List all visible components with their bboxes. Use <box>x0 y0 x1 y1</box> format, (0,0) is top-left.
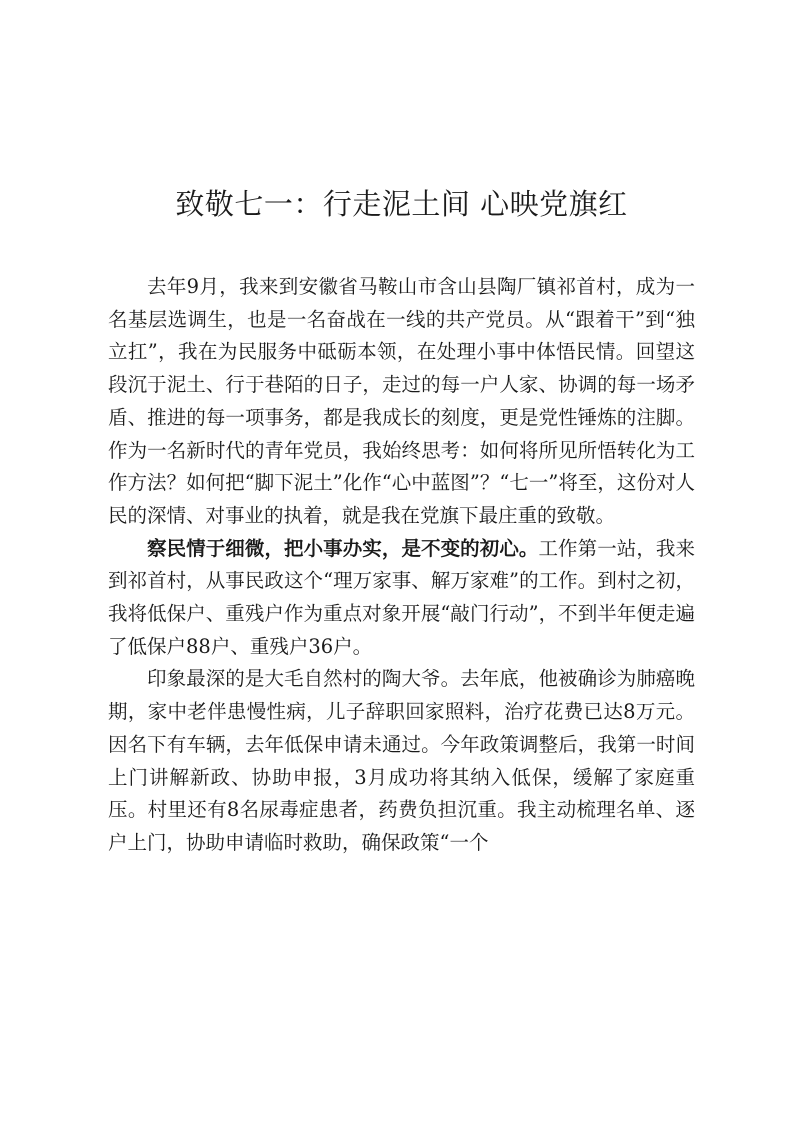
document-body <box>108 271 695 860</box>
paragraph-2 <box>108 533 695 664</box>
paragraph-2-text: 工作第一站，我来到祁首村，从事民政这个“理万家事、解万家难”的工作。到村之初，我将低保户、重残户作为重点对象开展“敲门行动”，不到半年便走遍了低保户88户、重残户36户。 <box>108 536 695 658</box>
paragraph-1 <box>108 271 695 533</box>
paragraph-2-lead: 察民情于细微，把小事办实，是不变的初心。 <box>147 536 539 560</box>
paragraph-3 <box>108 663 695 859</box>
paragraph-3-text: 印象最深的是大毛自然村的陶大爷。去年底，他被确诊为肺癌晚期，家中老伴患慢性病，儿子辞职回家照料，治疗花费已达8万元。因名下有车辆，去年低保申请未通过。今年政策调整后，我第一时间上门讲解新政、协助申报，3月成功将其纳入低保，缓解了家庭重压。村里还有8名尿毒症患者，药费负担沉重。我主动梳理名单、逐户上门，协助申请临时救助，确保政策“一个 <box>108 667 695 854</box>
paragraph-1-text: 去年9月，我来到安徽省马鞍山市含山县陶厂镇祁首村，成为一名基层选调生，也是一名奋战在一线的共产党员。从“跟着干”到“独立扛”，我在为民服务中砥砺本领，在处理小事中体悟民情。回望这段沉于泥土、行于巷陌的日子，走过的每一户人家、协调的每一场矛盾、推进的每一项事务，都是我成长的刻度，更是党性锤炼的注脚。作为一名新时代的青年党员，我始终思考：如何将所见所悟转化为工作方法？如何把“脚下泥土”化作“心中蓝图”？“七一”将至，这份对人民的深情、对事业的执着，就是我在党旗下最庄重的致敬。 <box>108 275 695 527</box>
document-title: 致敬七一：行走泥土间 心映党旗红 <box>175 187 628 221</box>
